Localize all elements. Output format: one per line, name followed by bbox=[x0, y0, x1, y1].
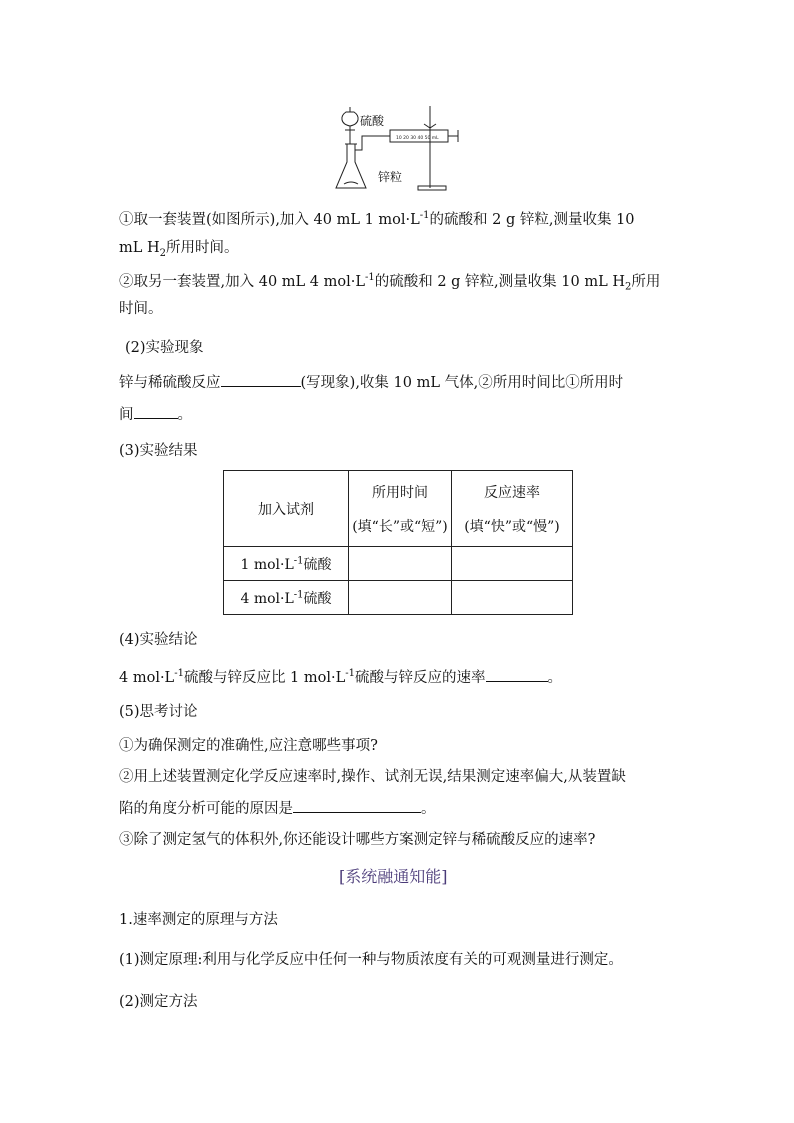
reagent-4mol: 4 $mol\cdot L^{-1}$硫酸 bbox=[224, 581, 349, 615]
reagent-1mol: 1 $mol\cdot L^{-1}$硫酸 bbox=[224, 547, 349, 581]
question-3: ③除了测定氢气的体积外,你还能设计哪些方案测定锌与稀硫酸反应的速率? bbox=[119, 832, 596, 848]
time-compare-blank[interactable] bbox=[134, 404, 178, 419]
table-row bbox=[224, 581, 573, 615]
question-1: ①为确保测定的准确性,应注意哪些事项? bbox=[119, 738, 378, 754]
rate-cell-2[interactable] bbox=[452, 581, 573, 615]
zinc-label: 锌粒 bbox=[378, 170, 403, 184]
principle-paragraph: (1)测定原理:利用与化学反应中任何一种与物质浓度有关的可观测量进行测定。 bbox=[119, 952, 623, 968]
phenomenon-heading: (2)实验现象 bbox=[125, 340, 204, 356]
step-1-line-1: ①取一套装置(如图所示),加入 40 mL 1 $mol\cdot L^{-1}$的硫酸和 2 g 锌粒,测量收集 10 bbox=[119, 210, 635, 228]
apparatus-figure bbox=[330, 104, 466, 194]
question-2-line-2: 陷的角度分析可能的原因是 。 bbox=[119, 798, 436, 819]
funnel-bulb bbox=[342, 112, 358, 126]
table-row bbox=[224, 547, 573, 581]
phenomenon-line-2: 间 。 bbox=[119, 404, 192, 425]
discussion-heading: (5)思考讨论 bbox=[119, 704, 198, 720]
flask bbox=[336, 144, 366, 188]
results-heading: (3)实验结果 bbox=[119, 443, 198, 459]
question-2-line-1: ②用上述装置测定化学反应速率时,操作、试剂无误,结果测定速率偏大,从装置缺 bbox=[119, 769, 626, 785]
acid-label: 硫酸 bbox=[360, 114, 385, 128]
rate-compare-blank[interactable] bbox=[486, 667, 548, 682]
time-cell-2[interactable] bbox=[349, 581, 452, 615]
method-heading: (2)测定方法 bbox=[119, 994, 198, 1010]
reason-blank[interactable] bbox=[293, 798, 421, 813]
header-time: 所用时间 (填“长”或“短”) bbox=[349, 471, 452, 547]
time-cell-1[interactable] bbox=[349, 547, 452, 581]
rate-cell-1[interactable] bbox=[452, 547, 573, 581]
conclusion-heading: (4)实验结论 bbox=[119, 632, 198, 648]
syringe-scale: 10 20 30 40 50 mL bbox=[396, 136, 439, 141]
conclusion-line: 4 $mol\cdot L^{-1}$硫酸与锌反应比 1 $mol\cdot L^{-1}$硫酸与锌反应的速率 。 bbox=[119, 668, 563, 686]
section-heading-1: 1.速率测定的原理与方法 bbox=[119, 912, 278, 928]
header-rate: 反应速率 (填“快”或“慢”) bbox=[452, 471, 573, 547]
header-reagent: 加入试剂 bbox=[224, 471, 349, 547]
step-2-line-1: ②取另一套装置,加入 40 mL 4 $mol\cdot L^{-1}$的硫酸和 2 g 锌粒,测量收集 10 mL $H_2$所用 bbox=[119, 272, 661, 293]
step-2-line-2: 时间。 bbox=[119, 301, 163, 317]
results-table bbox=[223, 470, 573, 615]
phenomenon-line-1: 锌与稀硫酸反应 (写现象),收集 10 mL 气体,②所用时间比①所用时 bbox=[119, 372, 623, 393]
phenomenon-blank[interactable] bbox=[221, 372, 301, 387]
section-title: [系统融通知能] bbox=[339, 867, 448, 886]
step-1-line-2: mL $H_2$所用时间。 bbox=[119, 240, 239, 259]
